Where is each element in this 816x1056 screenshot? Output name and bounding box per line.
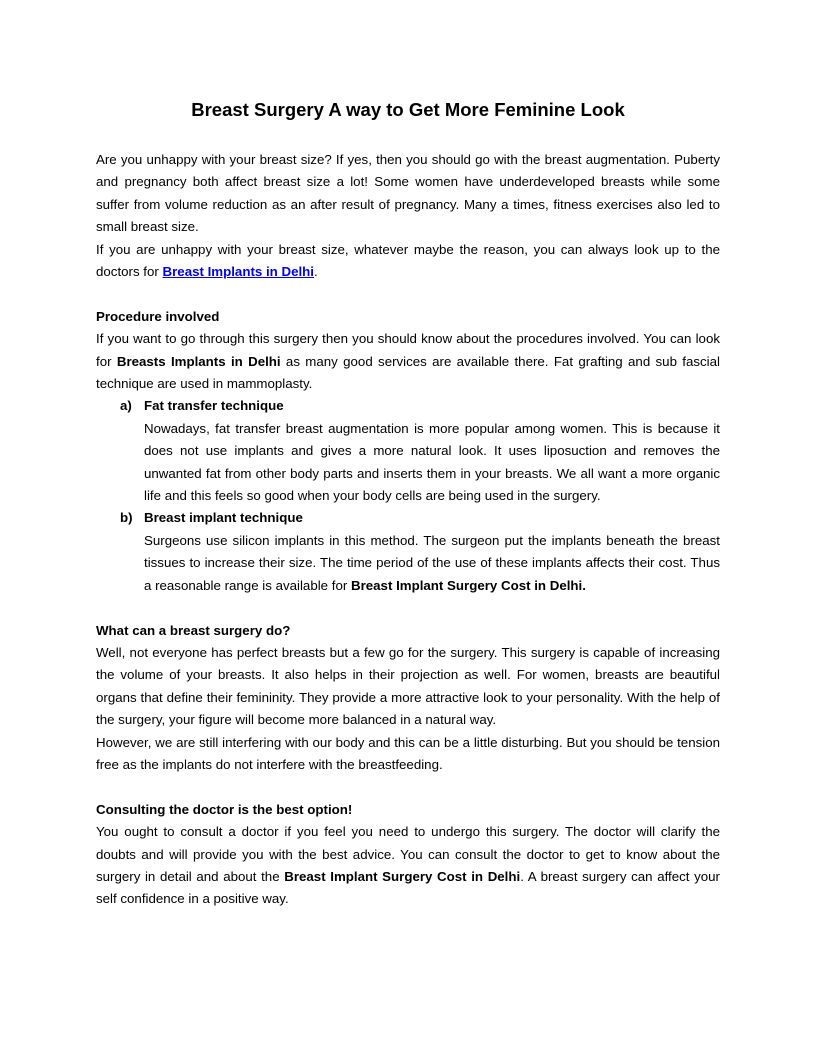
bold-text: Breasts Implants in Delhi bbox=[116, 353, 281, 369]
text: . A breast surgery can affect your self confidence in a positive way. bbox=[96, 868, 720, 907]
text: Surgeons use silicon implants in this method. The surgeon put the implants beneath the breast tissues to increase their size. The time period of the use of these implants affects their cost. Thus a reasonable range is available for bbox=[144, 532, 720, 593]
list-item-text: Nowadays, fat transfer breast augmentation is more popular among women. This is because it does not use implants and gives a more natural look. It uses liposuction and removes the unwanted fat from other body parts and inserts them in your breasts. We all want a more organic life and this feels so good when your body cells are being used in the surgery. bbox=[144, 420, 720, 504]
list-item-text bbox=[144, 530, 720, 597]
list-item-title: Fat transfer technique bbox=[144, 398, 284, 414]
list-marker: a) bbox=[120, 398, 132, 414]
list-item-fat-transfer bbox=[96, 395, 720, 507]
list-item-title: Breast implant technique bbox=[144, 510, 303, 526]
what-paragraph-1: Well, not everyone has perfect breasts but a few go for the surgery. This surgery is capable of increasing the volume of your breasts. It also helps in their projection as well. For women, breasts are beautiful organs that define their femininity. They provide a more attractive look to your personality. With the help of the surgery, your figure will become more balanced in a natural way. bbox=[96, 644, 720, 728]
intro-paragraph-2 bbox=[96, 239, 720, 284]
section-heading-consult: Consulting the doctor is the best option! bbox=[96, 801, 353, 817]
text: If you are unhappy with your breast size, whatever maybe the reason, you can always look up to the doctors for bbox=[96, 241, 720, 280]
list-marker: b) bbox=[120, 510, 133, 526]
text: If you want to go through this surgery then you should know about the procedures involved. You can look for bbox=[96, 331, 720, 369]
breast-implants-delhi-link[interactable]: Breast Implants in Delhi bbox=[162, 264, 314, 280]
text: . bbox=[314, 264, 318, 280]
text: as many good services are available there. Fat grafting and sub fascial technique are used in mammoplasty. bbox=[96, 353, 720, 392]
consult-paragraph bbox=[96, 821, 720, 911]
bold-text: Breast Implant Surgery Cost in Delhi bbox=[284, 868, 521, 884]
section-heading-what: What can a breast surgery do? bbox=[96, 622, 291, 638]
list-item-breast-implant bbox=[96, 507, 720, 597]
intro-paragraph: Are you unhappy with your breast size? If yes, then you should go with the breast augmentation. Puberty and pregnancy both affect breast size a lot! Some women have underdeveloped breasts while some suffer from volume reduction as an after result of pregnancy. Many a times, fitness exercises also led to small breast size. bbox=[96, 152, 720, 235]
procedure-paragraph bbox=[96, 328, 720, 395]
bold-text: Breast Implant Surgery Cost in Delhi. bbox=[350, 577, 586, 593]
what-paragraph-2: However, we are still interfering with our body and this can be a little disturbing. But you should be tension free as the implants do not interfere with the breastfeeding. bbox=[96, 734, 720, 772]
document-page bbox=[96, 96, 720, 911]
section-heading-procedure: Procedure involved bbox=[96, 308, 220, 324]
page-title: Breast Surgery A way to Get More Feminine Look bbox=[191, 99, 625, 120]
text: You ought to consult a doctor if you feel you need to undergo this surgery. The doctor will clarify the doubts and will provide you with the best advice. You can consult the doctor to get to know about the surgery in detail and about the bbox=[96, 824, 720, 884]
